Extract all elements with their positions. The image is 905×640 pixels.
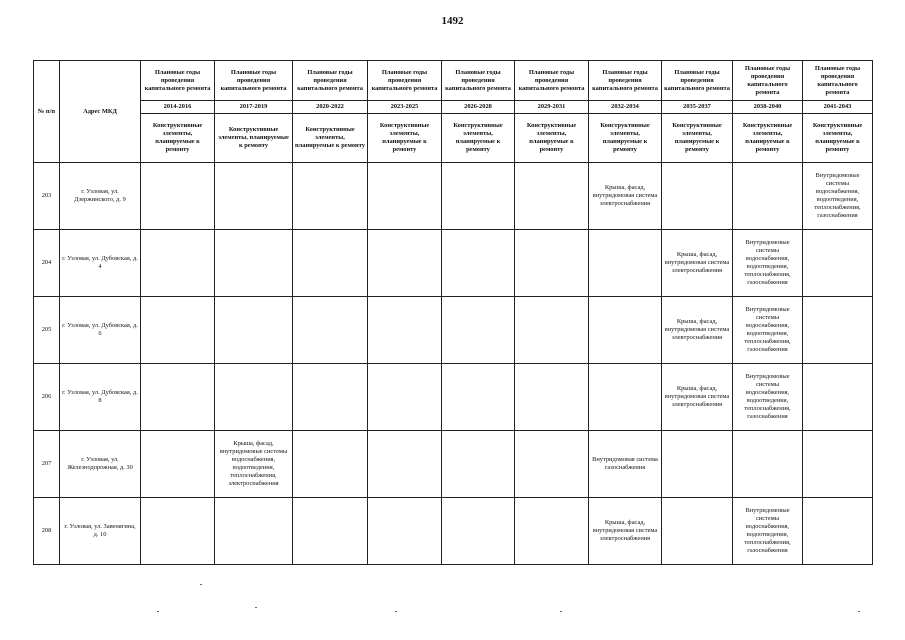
row-repair-elements bbox=[733, 431, 803, 498]
header-period: 2029-2031 bbox=[515, 101, 589, 114]
row-number: 207 bbox=[34, 431, 60, 498]
row-repair-elements: Внутридомовые системы водоснабжения, водоотведения, теплоснабжения, газоснабжения bbox=[733, 498, 803, 565]
row-repair-elements bbox=[803, 364, 873, 431]
scan-speck bbox=[200, 584, 202, 585]
row-repair-elements bbox=[368, 297, 442, 364]
row-repair-elements bbox=[662, 498, 733, 565]
row-address: г. Узловая, ул. Дубовская, д. 4 bbox=[60, 230, 141, 297]
row-repair-elements bbox=[442, 431, 515, 498]
header-elements: Конструктивные элементы, планируемые к ремонту bbox=[442, 114, 515, 163]
scan-speck bbox=[858, 611, 860, 612]
row-repair-elements bbox=[215, 297, 293, 364]
table-row bbox=[34, 498, 873, 565]
header-period-title: Плановые годы проведения капитального ремонта bbox=[662, 61, 733, 101]
row-address: г. Узловая, ул. Дубовская, д. 6 bbox=[60, 297, 141, 364]
row-repair-elements bbox=[442, 163, 515, 230]
row-repair-elements bbox=[803, 297, 873, 364]
header-period: 2014-2016 bbox=[141, 101, 215, 114]
row-repair-elements: Крыша, фасад, внутридомовая система электроснабжения bbox=[662, 230, 733, 297]
row-repair-elements: Крыша, фасад, внутридомовая система электроснабжения bbox=[662, 364, 733, 431]
row-repair-elements bbox=[293, 230, 368, 297]
row-repair-elements bbox=[141, 498, 215, 565]
row-repair-elements bbox=[803, 230, 873, 297]
scan-speck bbox=[157, 611, 159, 612]
row-repair-elements bbox=[215, 498, 293, 565]
row-repair-elements bbox=[141, 431, 215, 498]
row-repair-elements bbox=[515, 431, 589, 498]
row-repair-elements bbox=[442, 230, 515, 297]
row-repair-elements: Внутридомовые системы водоснабжения, водоотведения, теплоснабжения, газоснабжения bbox=[733, 230, 803, 297]
row-repair-elements bbox=[215, 163, 293, 230]
row-repair-elements: Внутридомовая система газоснабжения bbox=[589, 431, 662, 498]
header-period-title: Плановые годы проведения капитального ремонта bbox=[442, 61, 515, 101]
row-repair-elements bbox=[141, 230, 215, 297]
header-elements: Конструктивные элементы, планируемые к ремонту bbox=[733, 114, 803, 163]
row-repair-elements bbox=[733, 163, 803, 230]
row-repair-elements bbox=[293, 364, 368, 431]
row-repair-elements bbox=[141, 163, 215, 230]
row-repair-elements: Крыша, фасад, внутридомовая система электроснабжения bbox=[589, 498, 662, 565]
header-elements: Конструктивные элементы, планируемые к ремонту bbox=[662, 114, 733, 163]
row-repair-elements bbox=[589, 230, 662, 297]
header-period-title: Плановые годы проведения капитального ремонта bbox=[733, 61, 803, 101]
row-address: г. Узловая, ул. Дубовская, д. 8 bbox=[60, 364, 141, 431]
header-num: № п/п bbox=[34, 61, 60, 163]
row-repair-elements bbox=[215, 230, 293, 297]
capital-repair-plan-table bbox=[33, 60, 873, 565]
row-repair-elements bbox=[662, 431, 733, 498]
row-repair-elements bbox=[515, 498, 589, 565]
header-period: 2020-2022 bbox=[293, 101, 368, 114]
row-repair-elements bbox=[442, 364, 515, 431]
row-repair-elements bbox=[293, 163, 368, 230]
table-row bbox=[34, 163, 873, 230]
row-repair-elements bbox=[141, 364, 215, 431]
row-repair-elements bbox=[515, 297, 589, 364]
header-period-title: Плановые годы проведения капитального ремонта bbox=[215, 61, 293, 101]
row-repair-elements bbox=[589, 297, 662, 364]
row-repair-elements: Крыша, фасад, внутридомовая система электроснабжения bbox=[589, 163, 662, 230]
row-repair-elements bbox=[293, 297, 368, 364]
row-address: г. Узловая, ул. Железнодорожная, д. 30 bbox=[60, 431, 141, 498]
row-repair-elements bbox=[368, 364, 442, 431]
header-period-title: Плановые годы проведения капитального ремонта bbox=[589, 61, 662, 101]
row-number: 203 bbox=[34, 163, 60, 230]
row-number: 205 bbox=[34, 297, 60, 364]
scan-speck bbox=[395, 611, 397, 612]
table-row bbox=[34, 297, 873, 364]
row-repair-elements bbox=[803, 498, 873, 565]
table-row bbox=[34, 431, 873, 498]
header-period: 2017-2019 bbox=[215, 101, 293, 114]
header-period-title: Плановые годы проведения капитального ремонта bbox=[293, 61, 368, 101]
header-period: 2035-2037 bbox=[662, 101, 733, 114]
row-repair-elements: Внутридомовые системы водоснабжения, водоотведения, теплоснабжения, газоснабжения bbox=[803, 163, 873, 230]
scan-speck bbox=[560, 611, 562, 612]
row-repair-elements bbox=[293, 498, 368, 565]
row-repair-elements bbox=[442, 498, 515, 565]
row-repair-elements bbox=[368, 498, 442, 565]
table-row bbox=[34, 364, 873, 431]
row-number: 208 bbox=[34, 498, 60, 565]
header-elements: Конструктивные элементы, планируемые к ремонту bbox=[803, 114, 873, 163]
header-period: 2026-2028 bbox=[442, 101, 515, 114]
row-number: 206 bbox=[34, 364, 60, 431]
row-address: г. Узловая, ул. Дзержинского, д. 9 bbox=[60, 163, 141, 230]
row-repair-elements: Внутридомовые системы водоснабжения, водоотведения, теплоснабжения, газоснабжения bbox=[733, 297, 803, 364]
header-elements: Конструктивные элементы, планируемые к ремонту bbox=[368, 114, 442, 163]
header-elements: Конструктивные элементы, планируемые к ремонту bbox=[515, 114, 589, 163]
row-repair-elements bbox=[215, 364, 293, 431]
header-address: Адрес МКД bbox=[60, 61, 141, 163]
header-period: 2023-2025 bbox=[368, 101, 442, 114]
row-number: 204 bbox=[34, 230, 60, 297]
row-repair-elements bbox=[442, 297, 515, 364]
header-elements: Конструктивные элементы, планируемые к ремонту bbox=[215, 114, 293, 163]
row-repair-elements bbox=[589, 364, 662, 431]
row-repair-elements bbox=[141, 297, 215, 364]
header-elements: Конструктивные элементы, планируемые к ремонту bbox=[141, 114, 215, 163]
header-row-periods bbox=[34, 101, 873, 114]
header-period-title: Плановые годы проведения капитального ремонта bbox=[368, 61, 442, 101]
header-period: 2038-2040 bbox=[733, 101, 803, 114]
header-elements: Конструктивные элементы, планируемые к ремонту bbox=[293, 114, 368, 163]
row-repair-elements bbox=[293, 431, 368, 498]
page-number: 1492 bbox=[441, 15, 464, 27]
row-repair-elements bbox=[368, 230, 442, 297]
header-period-title: Плановые годы проведения капитального ремонта bbox=[803, 61, 873, 101]
row-repair-elements bbox=[662, 163, 733, 230]
row-repair-elements bbox=[803, 431, 873, 498]
header-row-elements bbox=[34, 114, 873, 163]
header-elements: Конструктивные элементы, планируемые к ремонту bbox=[589, 114, 662, 163]
header-period-title: Плановые годы проведения капитального ремонта bbox=[141, 61, 215, 101]
row-address: г. Узловая, ул. Завенягина, д. 10 bbox=[60, 498, 141, 565]
row-repair-elements: Крыша, фасад, внутридомовая система электроснабжения bbox=[662, 297, 733, 364]
header-row-title bbox=[34, 61, 873, 101]
row-repair-elements bbox=[368, 163, 442, 230]
header-period-title: Плановые годы проведения капитального ремонта bbox=[515, 61, 589, 101]
scan-speck bbox=[255, 607, 257, 608]
row-repair-elements bbox=[515, 230, 589, 297]
row-repair-elements: Крыша, фасад, внутридомовые системы водоснабжения, водоотведения, теплоснабжения, электроснабжения bbox=[215, 431, 293, 498]
header-period: 2032-2034 bbox=[589, 101, 662, 114]
row-repair-elements bbox=[515, 364, 589, 431]
row-repair-elements: Внутридомовые системы водоснабжения, водоотведения, теплоснабжения, газоснабжения bbox=[733, 364, 803, 431]
row-repair-elements bbox=[515, 163, 589, 230]
header-period: 2041-2043 bbox=[803, 101, 873, 114]
row-repair-elements bbox=[368, 431, 442, 498]
table-row bbox=[34, 230, 873, 297]
